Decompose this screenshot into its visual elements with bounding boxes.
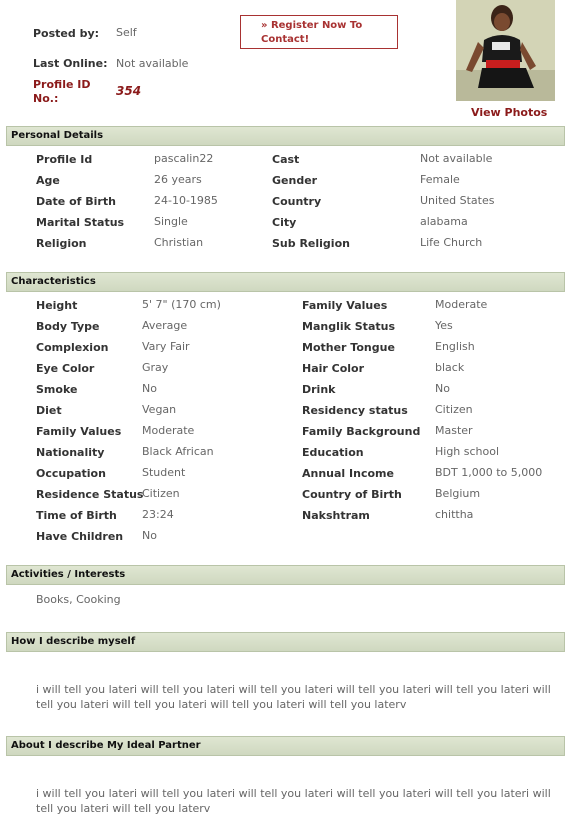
characteristics-right-label: Mother Tongue (302, 341, 395, 354)
describe-text: i will tell you lateri will tell you lateri will tell you lateri will tell you lateri will tell you lateri will tell you lateri will tell you lateri will tell you lateri will tell you laterv (36, 683, 551, 711)
characteristics-right-value: English (435, 340, 475, 353)
personal-left-value: 26 years (154, 173, 202, 186)
characteristics-right-value: No (435, 382, 450, 395)
characteristics-right-label: Family Background (302, 425, 421, 438)
characteristics-left-label: Have Children (36, 530, 124, 543)
characteristics-left-value: Moderate (142, 424, 195, 437)
characteristics-right-value: Belgium (435, 487, 481, 500)
personal-right-label: Gender (272, 174, 318, 187)
profile-photo[interactable] (456, 0, 555, 101)
last-online-label: Last Online: (33, 57, 108, 70)
characteristics-left-label: Eye Color (36, 362, 95, 375)
characteristics-left-value: Vary Fair (142, 340, 190, 353)
posted-by-value: Self (116, 26, 137, 39)
characteristics-left-value: Average (142, 319, 188, 332)
characteristics-left-label: Body Type (36, 320, 100, 333)
characteristics-left-label: Complexion (36, 341, 109, 354)
partner-text: i will tell you lateri will tell you lateri will tell you lateri will tell you lateri will tell you lateri will tell you lateri will tell you laterv (36, 787, 551, 815)
view-photos-link[interactable]: View Photos (471, 106, 548, 119)
personal-right-label: Cast (272, 153, 300, 166)
characteristics-right-value: black (435, 361, 465, 374)
characteristics-right-value: Yes (435, 319, 453, 332)
personal-right-label: Country (272, 195, 322, 208)
posted-by-label: Posted by: (33, 27, 100, 40)
personal-right-value: Life Church (420, 236, 483, 249)
characteristics-right-value: High school (435, 445, 500, 458)
characteristics-right-label: Annual Income (302, 467, 394, 480)
characteristics-left-label: Time of Birth (36, 509, 117, 522)
characteristics-right-label: Country of Birth (302, 488, 402, 501)
characteristics-right-label: Drink (302, 383, 336, 396)
profile-photo-image (456, 0, 555, 101)
partner-header: About I describe My Ideal Partner (6, 736, 565, 756)
personal-right-value: Not available (420, 152, 493, 165)
characteristics-right-value: Citizen (435, 403, 473, 416)
last-online-value: Not available (116, 57, 189, 70)
characteristics-left-label: Residence Status (36, 488, 144, 501)
characteristics-right-value: BDT 1,000 to 5,000 (435, 466, 543, 479)
personal-left-value: pascalin22 (154, 152, 214, 165)
characteristics-left-value: Citizen (142, 487, 180, 500)
personal-left-label: Religion (36, 237, 87, 250)
describe-header: How I describe myself (6, 632, 565, 652)
characteristics-left-label: Height (36, 299, 78, 312)
characteristics-left-label: Family Values (36, 425, 122, 438)
characteristics-right-label: Residency status (302, 404, 408, 417)
characteristics-left-label: Nationality (36, 446, 105, 459)
characteristics-left-value: Vegan (142, 403, 177, 416)
characteristics-right-value: Master (435, 424, 473, 437)
characteristics-left-value: Black African (142, 445, 214, 458)
characteristics-left-label: Diet (36, 404, 62, 417)
profile-id-label: Profile ID No.: (33, 78, 91, 105)
characteristics-left-label: Occupation (36, 467, 106, 480)
personal-right-value: United States (420, 194, 495, 207)
personal-left-label: Marital Status (36, 216, 125, 229)
characteristics-right-value: Moderate (435, 298, 488, 311)
personal-right-label: Sub Religion (272, 237, 350, 250)
personal-right-value: Female (420, 173, 460, 186)
characteristics-left-value: 5' 7" (170 cm) (142, 298, 221, 311)
characteristics-right-value: chittha (435, 508, 474, 521)
activities-text: Books, Cooking (36, 593, 121, 606)
personal-left-label: Age (36, 174, 60, 187)
characteristics-right-label: Manglik Status (302, 320, 396, 333)
personal-left-label: Date of Birth (36, 195, 116, 208)
characteristics-left-value: Student (142, 466, 186, 479)
characteristics-right-label: Family Values (302, 299, 388, 312)
characteristics-header: Characteristics (6, 272, 565, 292)
profile-id-value: 354 (116, 84, 142, 98)
personal-left-value: Christian (154, 236, 204, 249)
characteristics-left-value: Gray (142, 361, 169, 374)
characteristics-left-value: No (142, 382, 157, 395)
personal-left-value: Single (154, 215, 188, 228)
characteristics-right-label: Education (302, 446, 364, 459)
personal-details-header: Personal Details (6, 126, 565, 146)
personal-right-value: alabama (420, 215, 468, 228)
characteristics-right-label: Hair Color (302, 362, 365, 375)
personal-right-label: City (272, 216, 297, 229)
personal-left-value: 24-10-1985 (154, 194, 218, 207)
register-contact-button[interactable]: » Register Now To Contact! (240, 15, 398, 49)
activities-header: Activities / Interests (6, 565, 565, 585)
characteristics-left-value: No (142, 529, 157, 542)
personal-left-label: Profile Id (36, 153, 93, 166)
characteristics-left-label: Smoke (36, 383, 78, 396)
characteristics-right-label: Nakshtram (302, 509, 370, 522)
characteristics-left-value: 23:24 (142, 508, 174, 521)
